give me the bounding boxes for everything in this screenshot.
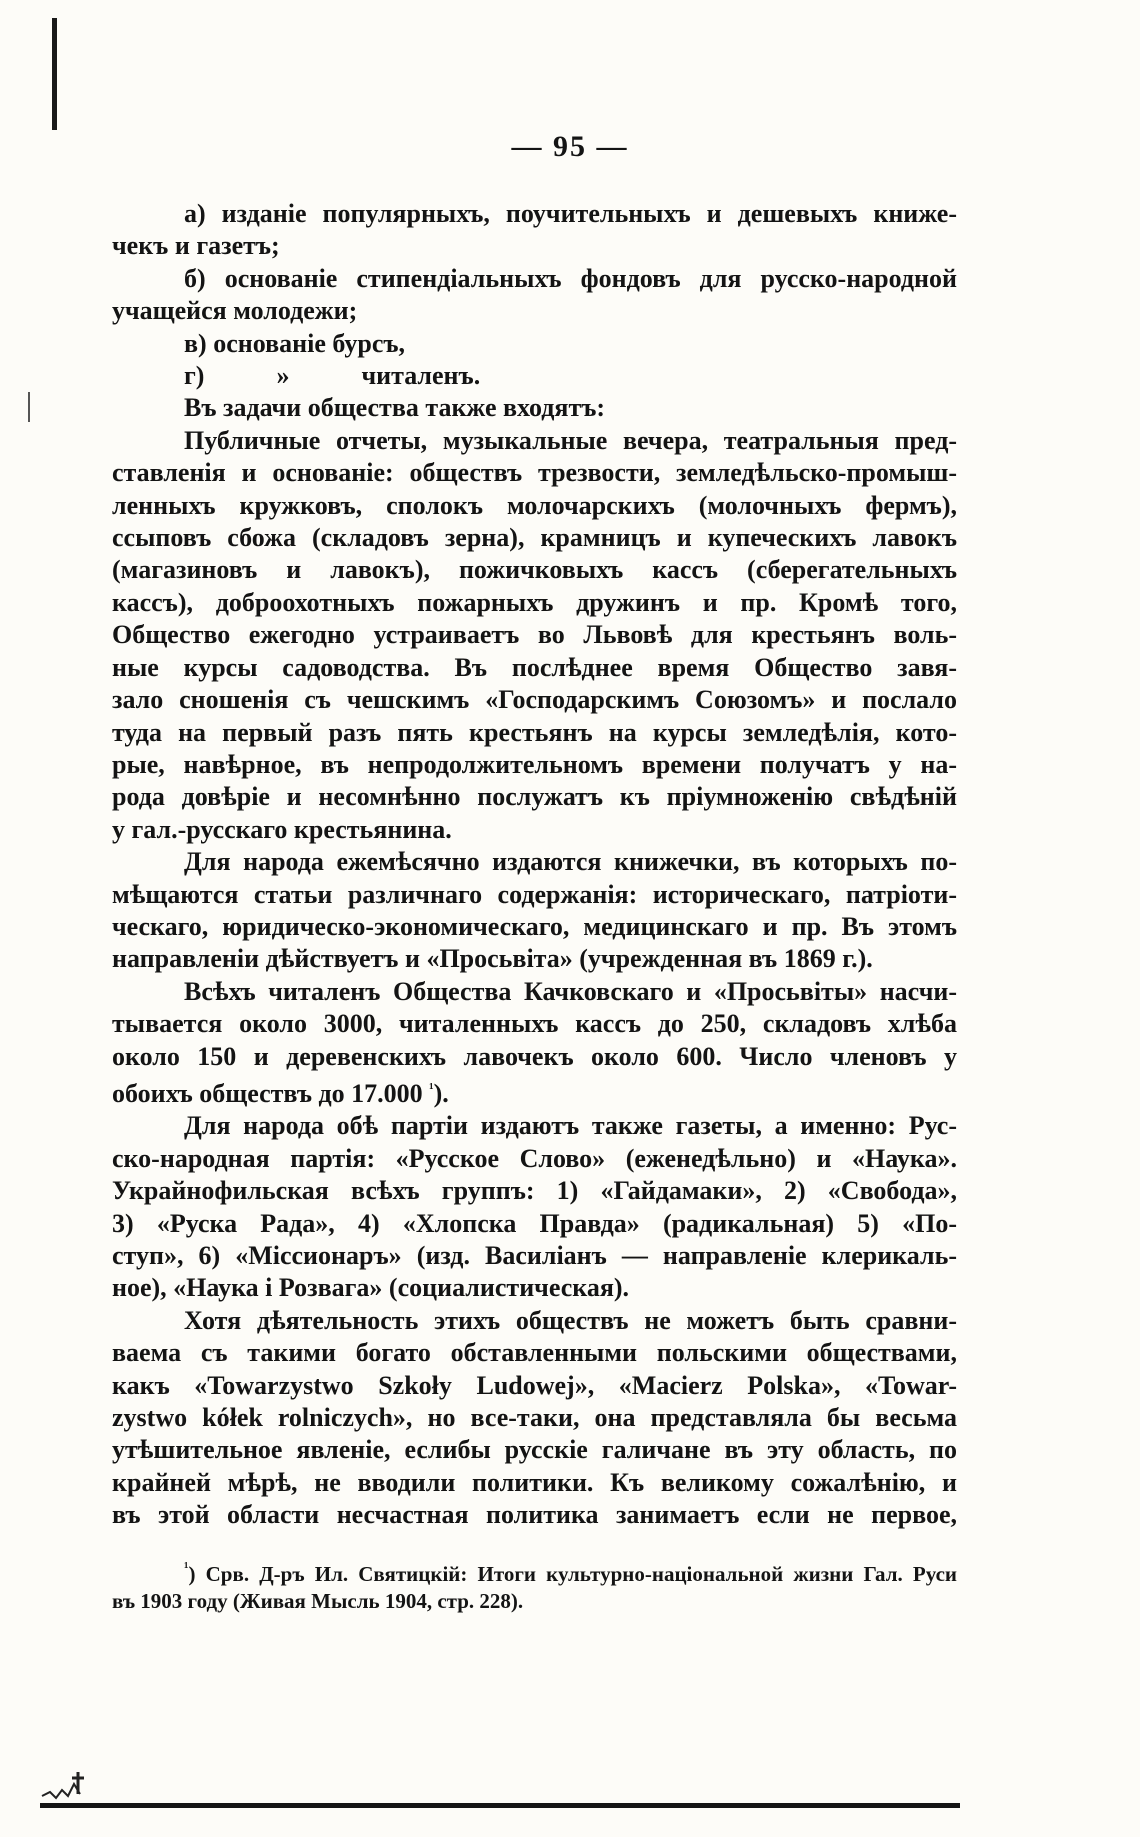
paragraph-4-line: Для народа обѣ партіи издаютъ также газеты, а именно: Рус- (184, 1111, 957, 1141)
paragraph-3-tail: ). (433, 1078, 449, 1108)
paragraph-2-line: направленіи дѣйствуетъ и «Просьвіта» (учрежденная въ 1869 г.). (112, 944, 873, 974)
paragraph-5-line: ваема съ такими богато обставленными польскими обществами, (112, 1338, 957, 1368)
paragraph-4-line: ско-народная партія: «Русское Слово» (еженедѣльно) и «Наука». (112, 1143, 957, 1173)
paragraph-1-line: рода довѣріе и несомнѣнно послужатъ къ пріумноженію свѣдѣній (112, 782, 957, 812)
paragraph-1-line: ленныхъ кружковъ, сполокъ молочарскихъ (молочныхъ фермъ), (112, 490, 957, 520)
paragraph-4-line: Украйнофильская всѣхъ группъ: 1) «Гайдамаки», 2) «Свобода», (112, 1176, 957, 1206)
paragraph-1-line: туда на первый разъ пять крестьянъ на курсы земледѣлія, кото- (112, 717, 957, 747)
paragraph-1-line: рые, навѣрное, въ непродолжительномъ времени получатъ у на- (112, 749, 957, 779)
paragraph-3-line: Всѣхъ читаленъ Общества Качковскаго и «Просьвіты» насчи- (184, 976, 957, 1006)
paragraph-3-last-line (112, 1073, 957, 1110)
list-item-a-line2: чекъ и газетъ; (112, 231, 280, 261)
paragraph-2-line: Для народа ежемѣсячно издаются книжечки, въ которыхъ по- (184, 847, 957, 877)
paragraph-3-line: обоихъ обществъ до 17.000 (112, 1078, 423, 1108)
printer-ornament-icon (40, 1764, 100, 1804)
footnote-text-1: ) Срв. Д-ръ Ил. Святицкій: Итоги культурно-національной жизни Гал. Руси (188, 1562, 957, 1586)
paragraph-5-line: въ этой области несчастная политика занимаетъ если не первое, (112, 1500, 957, 1530)
paragraph-1-line: Общество ежегодно устраиваетъ во Львовѣ для крестьянъ воль- (112, 620, 957, 650)
footnote (112, 1555, 957, 1615)
list-item-d (112, 360, 957, 392)
binding-edge-mark (52, 18, 57, 130)
paragraph-1-line: кассъ), доброохотныхъ пожарныхъ дружинъ и пр. Кромѣ того, (112, 587, 957, 617)
page-number: — 95 — (511, 130, 629, 163)
paragraph-1-line: зало сношенія съ чешскимъ «Господарскимъ Союзомъ» и послало (112, 685, 957, 715)
paragraph-5-line: крайней мѣрѣ, не вводили политики. Къ великому сожалѣнію, и (112, 1467, 957, 1497)
paragraph-3-line: тывается около 3000, читаленныхъ кассъ до 250, складовъ хлѣба (112, 1009, 957, 1039)
footnote-line-2: въ 1903 году (Живая Мысль 1904, стр. 228). (112, 1589, 524, 1613)
paragraph-intro: Въ задачи общества также входятъ: (184, 393, 606, 423)
margin-mark (28, 392, 30, 422)
paragraph-4-line: ное), «Наука і Розвага» (социалистическая). (112, 1273, 630, 1303)
list-item-a-line1: а) изданіе популярныхъ, поучительныхъ и дешевыхъ книже- (184, 199, 957, 228)
list-item-d-text: читаленъ. (361, 361, 481, 391)
paragraph-5-line: Хотя дѣятельность этихъ обществъ не можетъ быть сравни- (184, 1305, 957, 1335)
paragraph-1-line: ные курсы садоводства. Въ послѣднее время Общество завя- (112, 652, 957, 682)
list-item-d-ditto: » (276, 361, 290, 391)
paragraph-1-line: ссыповъ сбожа (складовъ зерна), крамницъ и купеческихъ лавокъ (112, 523, 957, 553)
paragraph-2-line: мѣщаются статьи различнаго содержанія: историческаго, патріоти- (112, 879, 957, 909)
paragraph-3-line: около 150 и деревенскихъ лавочекъ около 600. Число членовъ у (112, 1041, 957, 1071)
paragraph-4-line: 3) «Руска Рада», 4) «Хлопска Правда» (радикальная) 5) «По- (112, 1208, 957, 1238)
body-text (112, 198, 957, 1532)
paragraph-2-line: ческаго, юридическо-экономическаго, медицинскаго и пр. Въ этомъ (112, 911, 957, 941)
paragraph-1-line: ставленія и основаніе: обществъ трезвости, земледѣльско-промыш- (112, 458, 957, 488)
paragraph-5-line: утѣшительное явленіе, еслибы русскіе галичане въ эту область, по (112, 1435, 957, 1465)
footnote-mark: ¹ (184, 1560, 189, 1576)
paragraph-5-line: какъ «Towarzystwo Szkoły Ludowej», «Macierz Polska», «Towar- (112, 1370, 957, 1400)
bottom-rule (40, 1803, 960, 1808)
list-item-c: в) основаніе бурсъ, (184, 328, 406, 358)
paragraph-1-line: у гал.-русскаго крестьянина. (112, 814, 452, 844)
footnote-reference: ¹ (429, 1080, 434, 1097)
list-item-b-line1: б) основаніе стипендіальныхъ фондовъ для русско-народной (184, 263, 957, 293)
paragraph-1-line: (магазиновъ и лавокъ), пожичковыхъ кассъ (сберегательныхъ (112, 555, 957, 585)
footnote-line-1 (112, 1555, 957, 1588)
paragraph-1-line: Публичные отчеты, музыкальные вечера, театральныя пред- (184, 425, 957, 455)
list-item-d-marker: г) (184, 361, 205, 391)
paragraph-4-line: ступ», 6) «Міссионаръ» (изд. Василіанъ — направленіе клерикаль- (112, 1241, 957, 1270)
paragraph-5-line: zystwo kółek rolniczych», но все-таки, она представляла бы весьма (112, 1403, 957, 1433)
list-item-b-line2: учащейся молодежи; (112, 296, 358, 326)
